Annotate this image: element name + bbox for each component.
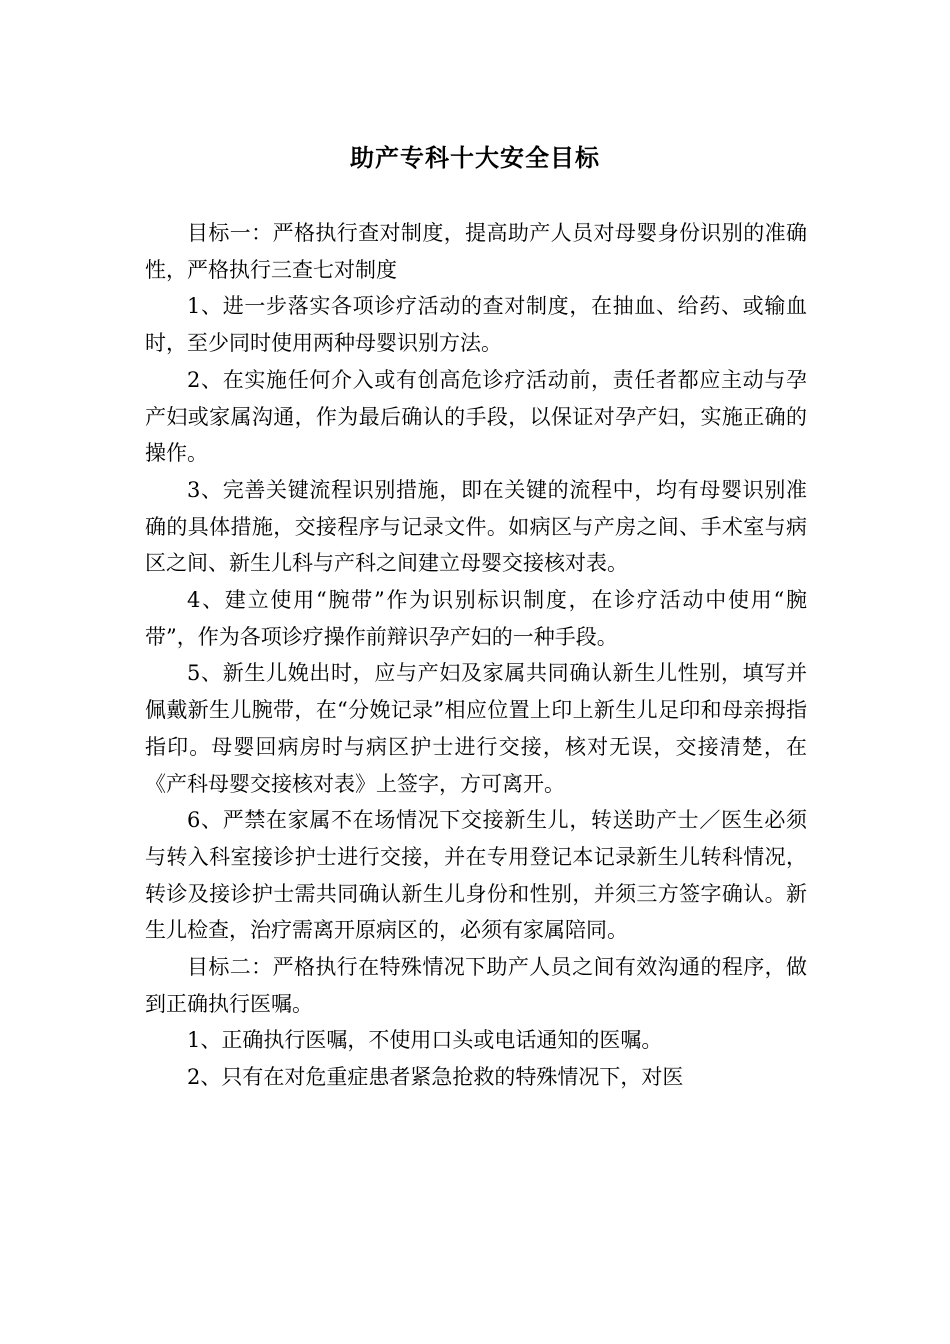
paragraph-item-2: 2、在实施任何介入或有创高危诊疗活动前，责任者都应主动与孕产妇或家属沟通，作为最后确认的手段，以保证对孕产妇，实施正确的操作。: [145, 367, 807, 466]
paragraph-item-5: 5、新生儿娩出时，应与产妇及家属共同确认新生儿性别，填写并佩戴新生儿腕带，在“分娩记录”相应位置上印上新生儿足印和母亲拇指指印。母婴回病房时与病区护士进行交接，核对无误，交接清楚，在《产科母婴交接核对表》上签字，方可离开。: [145, 661, 807, 796]
document-body: [145, 215, 807, 1096]
paragraph-item-3: 3、完善关键流程识别措施，即在关键的流程中，均有母婴识别准确的具体措施，交接程序与记录文件。如病区与产房之间、手术室与病区之间、新生儿科与产科之间建立母婴交接核对表。: [145, 477, 807, 576]
document-title: 助产专科十大安全目标: [350, 144, 600, 172]
paragraph-item-1: 1、进一步落实各项诊疗活动的查对制度，在抽血、给药、或输血时，至少同时使用两种母婴识别方法。: [145, 294, 807, 356]
goal-one-heading: 目标一：严格执行查对制度，提高助产人员对母婴身份识别的准确性，严格执行三查七对制度: [145, 221, 807, 282]
paragraph-goal2-item-1: 1、正确执行医嘱，不使用口头或电话通知的医嘱。: [187, 1028, 663, 1053]
paragraph-item-4: 4、建立使用“腕带”作为识别标识制度，在诊疗活动中使用“腕带”，作为各项诊疗操作前辩识孕产妇的一种手段。: [145, 588, 807, 649]
paragraph-item-6: 6、严禁在家属不在场情况下交接新生儿，转送助产士／医生必须与转入科室接诊护士进行交接，并在专用登记本记录新生儿转科情况，转诊及接诊护士需共同确认新生儿身份和性别，并须三方签字确认。新生儿检查，治疗需离开原病区的，必须有家属陪同。: [145, 808, 807, 943]
paragraph-goal2-item-2: 2、只有在对危重症患者紧急抢救的特殊情况下，对医: [187, 1065, 684, 1090]
goal-two-heading: 目标二：严格执行在特殊情况下助产人员之间有效沟通的程序，做到正确执行医嘱。: [145, 955, 807, 1016]
